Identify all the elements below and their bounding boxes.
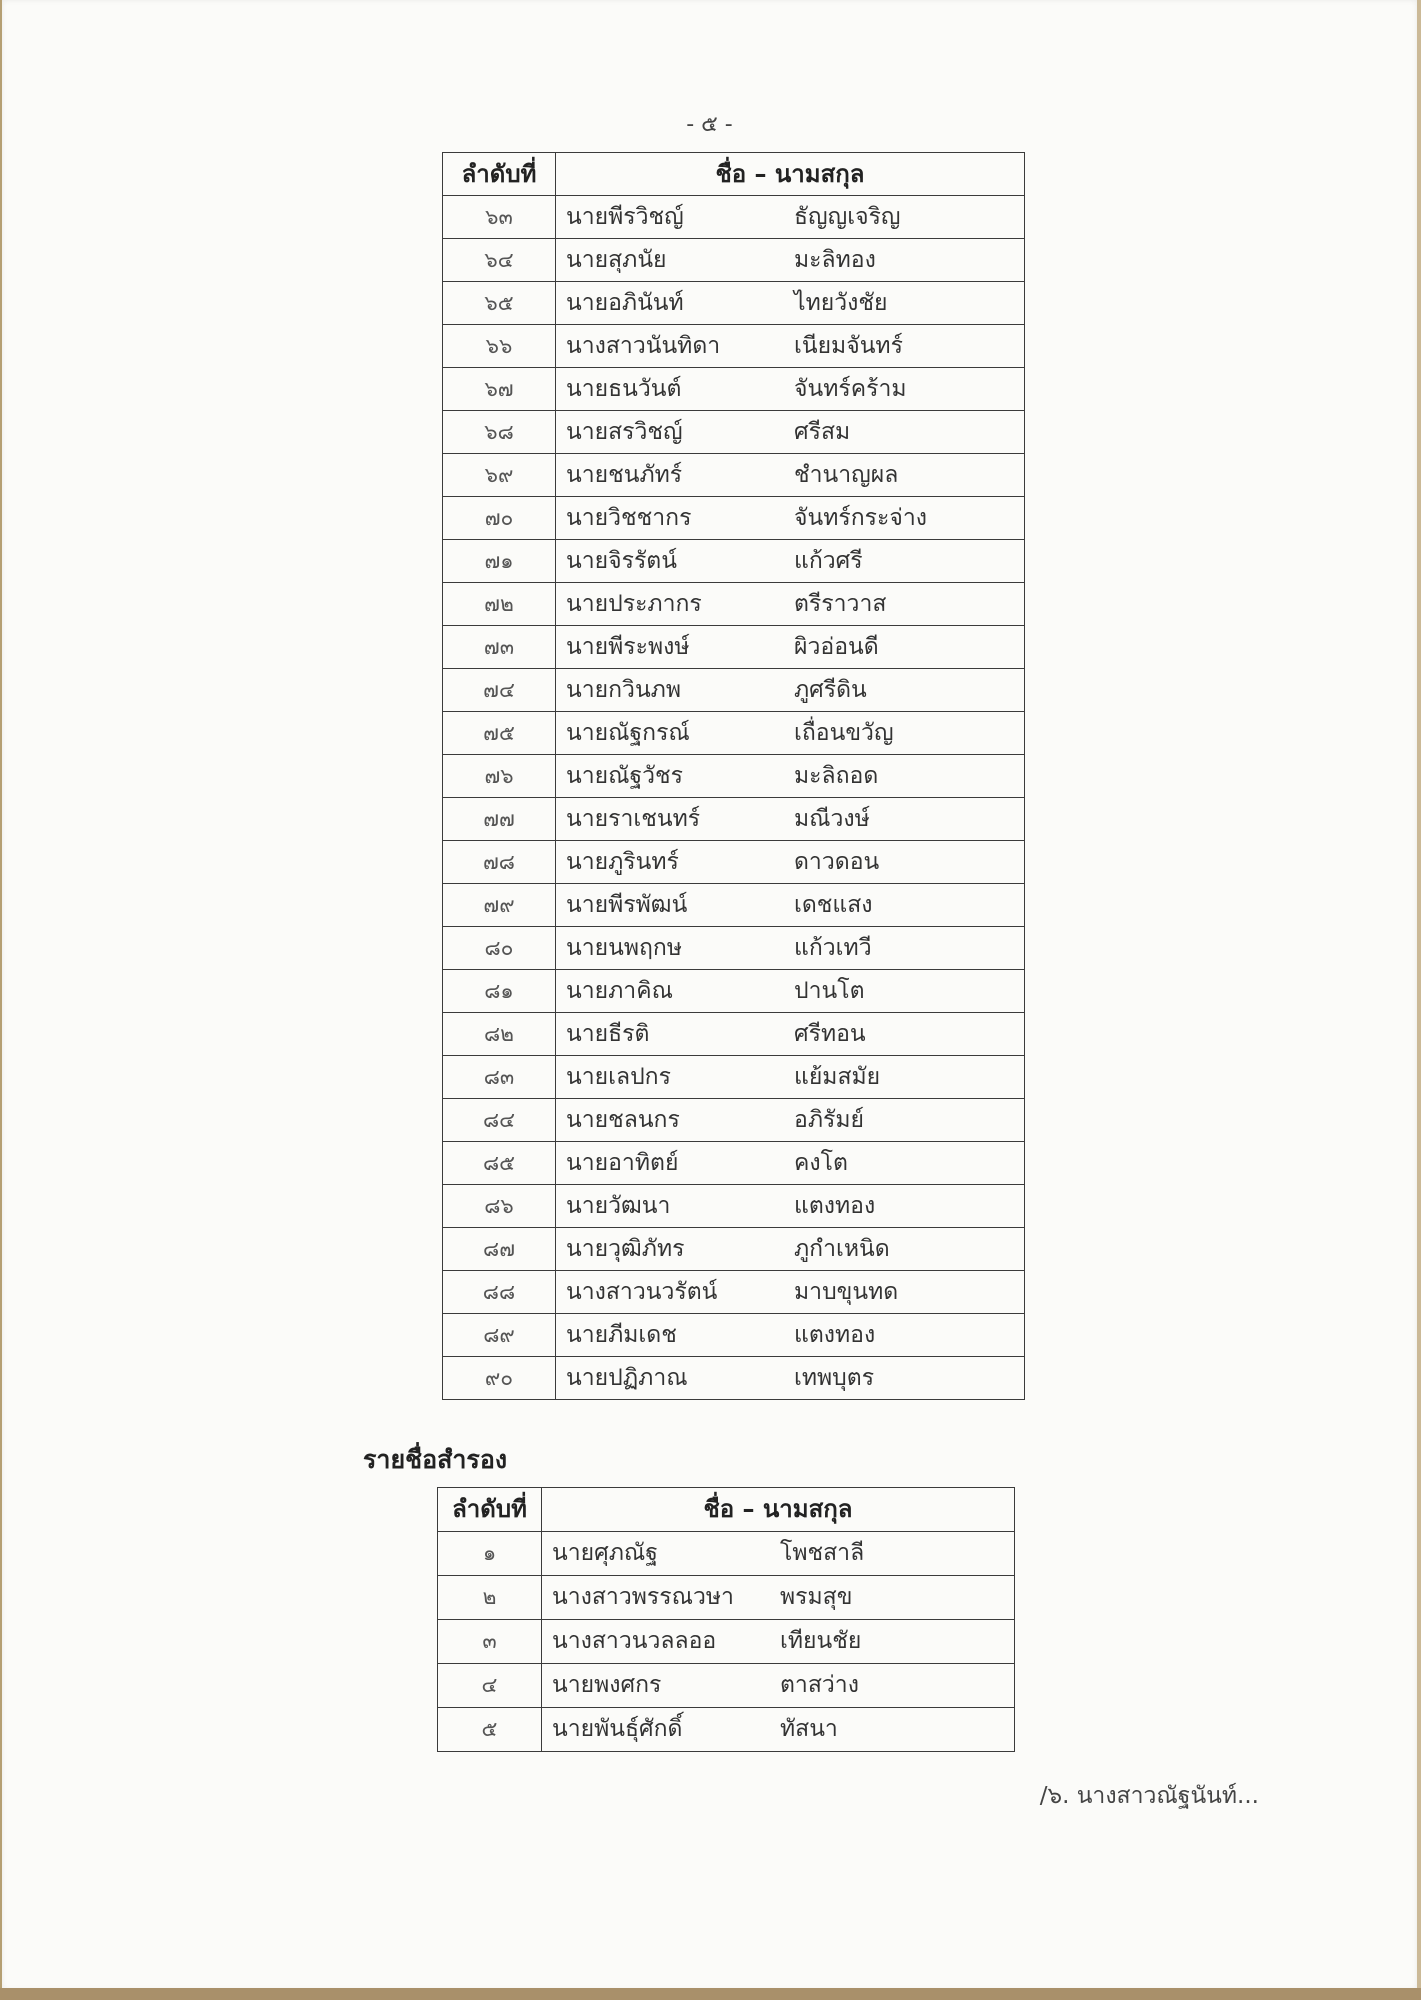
row-number: ๗๖ [443, 755, 556, 798]
main-name-table [442, 152, 1025, 1400]
row-number: ๖๓ [443, 196, 556, 239]
table-row [443, 454, 1025, 497]
table-row [443, 1099, 1025, 1142]
full-name-cell [556, 927, 1025, 970]
full-name-cell [556, 669, 1025, 712]
last-name: จันทร์คร้าม [794, 376, 907, 402]
last-name: แตงทอง [794, 1193, 876, 1219]
first-name: นายภาคิณ [566, 978, 673, 1004]
first-name: นายสุภนัย [566, 247, 667, 273]
full-name-cell [542, 1576, 1015, 1620]
last-name: แก้วศรี [794, 548, 863, 574]
full-name-cell [556, 1056, 1025, 1099]
table-row [443, 282, 1025, 325]
full-name-cell [556, 841, 1025, 884]
first-name: นายวุฒิภัทร [566, 1236, 685, 1262]
row-number: ๗๔ [443, 669, 556, 712]
row-number: ๘๗ [443, 1228, 556, 1271]
table-row [443, 841, 1025, 884]
row-number: ๗๕ [443, 712, 556, 755]
paper-edge-bottom [0, 1988, 1421, 2000]
row-number: ๗๑ [443, 540, 556, 583]
last-name: ไทยวังชัย [794, 290, 888, 316]
row-number: ๘๑ [443, 970, 556, 1013]
header-name: ชื่อ – นามสกุล [542, 1488, 1015, 1532]
last-name: ธัญญเจริญ [794, 204, 901, 230]
table-row [438, 1664, 1015, 1708]
header-index: ลำดับที่ [438, 1488, 542, 1532]
full-name-cell [556, 1142, 1025, 1185]
table-row [443, 368, 1025, 411]
first-name: นายชลนกร [566, 1107, 680, 1133]
full-name-cell [556, 798, 1025, 841]
last-name: มณีวงษ์ [794, 806, 870, 832]
last-name: ผิวอ่อนดี [794, 634, 879, 660]
first-name: นายพันธุ์ศักดิ์ [552, 1716, 683, 1742]
row-number: ๖๖ [443, 325, 556, 368]
first-name: นายกวินภพ [566, 677, 681, 703]
row-number: ๗๓ [443, 626, 556, 669]
full-name-cell [556, 1357, 1025, 1400]
first-name: นางสาวพรรณวษา [552, 1584, 734, 1610]
table-row [443, 798, 1025, 841]
last-name: ชำนาญผล [794, 462, 899, 488]
table-row [443, 712, 1025, 755]
full-name-cell [556, 626, 1025, 669]
first-name: นายสรวิชญ์ [566, 419, 683, 445]
last-name: ปานโต [794, 978, 865, 1004]
table-row [443, 239, 1025, 282]
full-name-cell [556, 1314, 1025, 1357]
page-number: - ๕ - [686, 112, 733, 137]
row-number: ๖๕ [443, 282, 556, 325]
full-name-cell [542, 1664, 1015, 1708]
table-header-row [443, 153, 1025, 196]
last-name: ศรีสม [794, 419, 851, 445]
first-name: นายปฏิภาณ [566, 1365, 688, 1391]
last-name: เถื่อนขวัญ [794, 720, 894, 746]
first-name: นายศุภณัฐ [552, 1540, 658, 1566]
table-row [443, 583, 1025, 626]
row-number: ๔ [438, 1664, 542, 1708]
table-row [443, 325, 1025, 368]
continuation-note: /๖. นางสาวณัฐนันท์... [1039, 1783, 1259, 1809]
first-name: นายณัฐวัชร [566, 763, 684, 789]
table-row [443, 884, 1025, 927]
full-name-cell [556, 1013, 1025, 1056]
row-number: ๘๕ [443, 1142, 556, 1185]
full-name-cell [556, 454, 1025, 497]
first-name: นายพีรวิชญ์ [566, 204, 684, 230]
row-number: ๗๗ [443, 798, 556, 841]
last-name: เทพบุตร [794, 1365, 875, 1391]
row-number: ๘๔ [443, 1099, 556, 1142]
row-number: ๘๓ [443, 1056, 556, 1099]
first-name: นายพีรพัฒน์ [566, 892, 688, 918]
full-name-cell [542, 1532, 1015, 1576]
full-name-cell [556, 540, 1025, 583]
table-row [443, 540, 1025, 583]
last-name: โพชสาลี [780, 1540, 865, 1566]
last-name: อภิรัมย์ [794, 1107, 864, 1133]
row-number: ๖๙ [443, 454, 556, 497]
table-row [438, 1576, 1015, 1620]
row-number: ๗๘ [443, 841, 556, 884]
full-name-cell [556, 368, 1025, 411]
table-row [443, 626, 1025, 669]
first-name: นางสาวนวรัตน์ [566, 1279, 718, 1305]
last-name: แก้วเทวี [794, 935, 872, 961]
full-name-cell [556, 196, 1025, 239]
alternate-name-table [437, 1487, 1015, 1752]
last-name: จันทร์กระจ่าง [794, 505, 927, 531]
table-row [443, 196, 1025, 239]
last-name: แย้มสมัย [794, 1064, 881, 1090]
table-row [443, 1357, 1025, 1400]
table-row [443, 927, 1025, 970]
full-name-cell [556, 1271, 1025, 1314]
last-name: มะลิถอด [794, 763, 879, 789]
row-number: ๙๐ [443, 1357, 556, 1400]
full-name-cell [556, 497, 1025, 540]
full-name-cell [542, 1620, 1015, 1664]
row-number: ๕ [438, 1708, 542, 1752]
alternate-list-title: รายชื่อสำรอง [363, 1445, 508, 1474]
row-number: ๘๖ [443, 1185, 556, 1228]
last-name: ภูศรีดิน [794, 677, 867, 703]
full-name-cell [556, 411, 1025, 454]
first-name: นายนพฤกษ [566, 935, 683, 961]
header-name: ชื่อ – นามสกุล [556, 153, 1025, 196]
row-number: ๘๘ [443, 1271, 556, 1314]
row-number: ๗๒ [443, 583, 556, 626]
table-row [443, 755, 1025, 798]
first-name: นางสาวนวลลออ [552, 1628, 717, 1654]
last-name: มะลิทอง [794, 247, 876, 273]
table-header-row [438, 1488, 1015, 1532]
full-name-cell [556, 884, 1025, 927]
last-name: ศรีทอน [794, 1021, 866, 1047]
row-number: ๘๐ [443, 927, 556, 970]
table-row [443, 669, 1025, 712]
first-name: นายพงศกร [552, 1672, 662, 1698]
first-name: นายภูรินทร์ [566, 849, 679, 875]
table-row [438, 1708, 1015, 1752]
full-name-cell [556, 239, 1025, 282]
last-name: ดาวดอน [794, 849, 880, 875]
first-name: นายจิรรัตน์ [566, 548, 677, 574]
first-name: นายราเชนทร์ [566, 806, 701, 832]
row-number: ๖๗ [443, 368, 556, 411]
first-name: นายณัฐกรณ์ [566, 720, 690, 746]
table-row [438, 1620, 1015, 1664]
row-number: ๗๙ [443, 884, 556, 927]
last-name: ภูกำเหนิด [794, 1236, 890, 1262]
full-name-cell [556, 282, 1025, 325]
row-number: ๑ [438, 1532, 542, 1576]
row-number: ๘๒ [443, 1013, 556, 1056]
table-row [443, 1056, 1025, 1099]
table-row [443, 1142, 1025, 1185]
table-row [443, 970, 1025, 1013]
first-name: นายวัฒนา [566, 1193, 671, 1219]
full-name-cell [556, 755, 1025, 798]
row-number: ๗๐ [443, 497, 556, 540]
last-name: เดชแสง [794, 892, 873, 918]
full-name-cell [556, 1228, 1025, 1271]
row-number: ๓ [438, 1620, 542, 1664]
first-name: นายธนวันต์ [566, 376, 682, 402]
last-name: คงโต [794, 1150, 848, 1176]
first-name: นายภีมเดช [566, 1322, 677, 1348]
first-name: นายวิชชากร [566, 505, 692, 531]
last-name: แตงทอง [794, 1322, 876, 1348]
first-name: นางสาวนันทิดา [566, 333, 721, 359]
row-number: ๖๔ [443, 239, 556, 282]
first-name: นายพีระพงษ์ [566, 634, 690, 660]
table-row [443, 1228, 1025, 1271]
first-name: นายอาทิตย์ [566, 1150, 679, 1176]
table-row [438, 1532, 1015, 1576]
last-name: เทียนชัย [780, 1628, 862, 1654]
full-name-cell [556, 583, 1025, 626]
header-index: ลำดับที่ [443, 153, 556, 196]
full-name-cell [556, 712, 1025, 755]
full-name-cell [556, 1185, 1025, 1228]
document-page [2, 0, 1417, 1990]
last-name: มาบขุนทด [794, 1279, 899, 1305]
table-row [443, 411, 1025, 454]
first-name: นายธีรติ [566, 1021, 650, 1047]
first-name: นายเลปกร [566, 1064, 671, 1090]
table-row [443, 1185, 1025, 1228]
full-name-cell [556, 325, 1025, 368]
last-name: พรมสุข [780, 1584, 853, 1610]
table-row [443, 1271, 1025, 1314]
row-number: ๘๙ [443, 1314, 556, 1357]
first-name: นายประภากร [566, 591, 702, 617]
last-name: เนียมจันทร์ [794, 333, 903, 359]
first-name: นายอภินันท์ [566, 290, 684, 316]
full-name-cell [556, 1099, 1025, 1142]
table-row [443, 497, 1025, 540]
table-row [443, 1013, 1025, 1056]
last-name: ตรีราวาส [794, 591, 887, 617]
last-name: ทัสนา [780, 1716, 838, 1742]
first-name: นายชนภัทร์ [566, 462, 683, 488]
full-name-cell [556, 970, 1025, 1013]
row-number: ๒ [438, 1576, 542, 1620]
full-name-cell [542, 1708, 1015, 1752]
row-number: ๖๘ [443, 411, 556, 454]
table-row [443, 1314, 1025, 1357]
last-name: ตาสว่าง [780, 1672, 859, 1698]
